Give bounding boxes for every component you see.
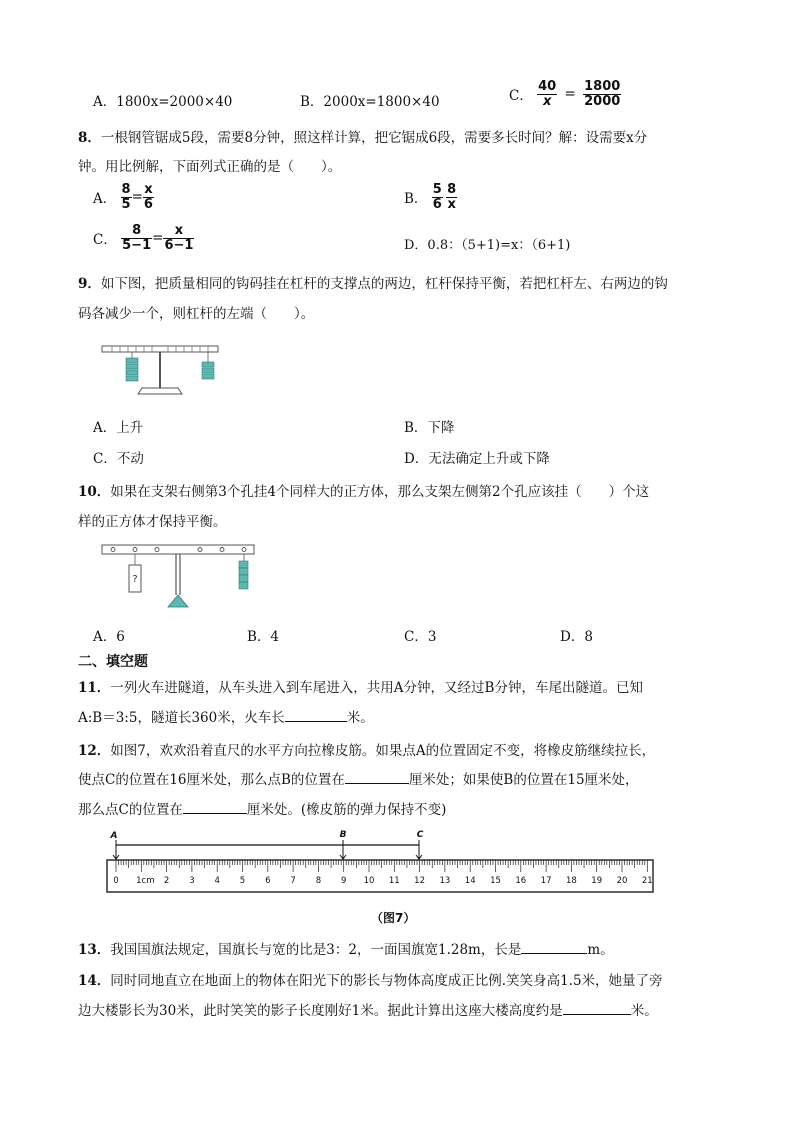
ruler-label-4: 4 [214,876,220,886]
point-c-label: C [416,830,424,840]
q10-line2: 样的正方体才保持平衡。 [78,514,227,530]
q8-option-d: D．0.8：（5+1)=x：（6+1) [404,238,571,253]
ruler-label-3: 3 [189,876,195,886]
q8-b-equals: = [442,194,447,200]
point-b-label: B [339,830,347,840]
q14-text-1: 同时同地直立在地面上的物体在阳光下的影长与物体高度成正比例.笑笑身高1.5米，她量了旁 [110,973,663,989]
q12-number: 12． [78,743,111,759]
q8-c-fraction-1: $\frac{8}{5-1}$ [122,223,152,253]
q14-number: 14． [78,973,111,989]
q9-line2: 码各减少一个，则杠杆的左端（ ）。 [78,306,315,322]
balance-bracket-diagram [100,543,256,609]
left-hook-weights [126,358,138,381]
q7-c-fraction-1: $\frac{40}{x}$ [538,79,557,109]
lever-diagram [98,338,222,398]
q11-answer-blank[interactable] [285,709,347,722]
q10-option-c: C．3 [404,629,437,645]
ruler-label-9: 9 [340,876,347,886]
q8-text-1: 一根钢管锯成5段，需要8分钟，照这样计算，把它锯成6段，需要多长时间？解：设需要x分 [100,130,648,146]
q8-line1 [78,126,647,146]
q14-text-2b: 米。 [630,1003,658,1019]
bracket-bar [102,545,254,554]
ruler-label-20: 20 [616,876,628,886]
ruler-label-8: 8 [315,876,322,886]
q8-b-fraction-2: $\frac{8}{x}$ [447,182,457,212]
q12-answer-blank-1[interactable] [345,771,409,784]
q7-c-equals: = [564,86,576,103]
ruler-label-2: 2 [163,876,170,886]
q11-text-2a: A:B＝3:5，隧道长360米，火车长 [78,710,285,726]
q9-option-a: A．上升 [93,420,144,436]
point-a-label: A [110,831,118,841]
q13-answer-blank[interactable] [521,941,587,954]
q9-option-c: C．不动 [93,451,144,467]
section-title-fill-in: 二、填空题 [78,654,148,670]
ruler-label-16: 16 [515,876,527,886]
lever-beam [102,346,218,352]
q8-option-c [93,224,194,252]
q8-b-fraction-1: $\frac{5}{6}$ [432,182,442,212]
q8-a-fraction-1: $\frac{8}{5}$ [121,182,131,212]
q10-option-b: B．4 [247,629,280,645]
q14-answer-blank[interactable] [563,1002,631,1015]
ruler-label-1: 1cm [136,876,155,886]
right-hook-weights [202,362,214,379]
q12-text-2a: 使点C的位置在16厘米处，那么点B的位置在 [78,772,345,788]
q7-option-b: B．2000x=1800×40 [300,94,440,110]
q12-text-1: 如图7，欢欢沿着直尺的水平方向拉橡皮筋。如果点A的位置固定不变，将橡皮筋继续拉长， [110,743,656,759]
q7-c-fraction-2: $\frac{1800}{2000}$ [584,79,621,109]
q9-line1 [78,272,668,292]
q9-option-d: D．无法确定上升或下降 [404,451,550,467]
q12-line3 [78,798,446,818]
q9-option-b: B．下降 [404,420,455,436]
q10-option-d: D．8 [560,629,593,645]
ruler-label-19: 19 [591,876,603,886]
q8-option-b [404,183,457,211]
q10-number: 10． [78,484,111,500]
q13-number: 13． [78,942,111,958]
ruler-label-13: 13 [439,876,451,886]
q11-line2 [78,706,374,726]
q12-line2 [78,768,639,788]
q11-text-1: 一列火车进隧道，从车头进入到车尾进入，共用A分钟，又经过B分钟，车尾出隧道。已知 [110,680,643,696]
ruler-label-15: 15 [490,876,501,886]
ruler-label-12: 12 [414,876,426,886]
ruler-label-0: 0 [113,876,119,886]
q8-a-equals: = [131,189,143,206]
q9-number: 9． [78,276,101,292]
q14-line1 [78,969,663,989]
q8-c-equals: = [152,230,164,247]
unknown-question-mark: ? [132,574,138,585]
ruler-label-17: 17 [540,876,552,886]
ruler-label-21: 21 [641,876,653,886]
q13-line [78,938,614,958]
q11-line1 [78,676,643,696]
q13-text-b: m。 [587,942,614,958]
ruler-label-5: 5 [239,876,246,886]
q8-line2: 钟。用比例解，下面列式正确的是（ ）。 [78,159,342,175]
q8-a-label: A． [93,191,117,208]
q7-option-c [509,80,621,108]
q11-number: 11． [78,680,111,696]
q8-b-label: B． [404,191,428,208]
bracket-fulcrum [168,595,188,607]
q8-c-label: C． [93,232,117,249]
q11-text-2b: 米。 [346,710,374,726]
q14-line2 [78,999,658,1019]
q12-line1 [78,739,655,759]
lever-base [138,388,182,394]
q10-option-a: A．6 [93,629,125,645]
q8-option-a [93,183,154,211]
q12-text-3b: 厘米处。(橡皮筋的弹力保持不变) [246,802,447,818]
right-cubes [239,561,248,589]
q14-text-2a: 边大楼影长为30米，此时笑笑的影子长度刚好1米。据此计算出这座大楼高度约是 [78,1003,563,1019]
q10-line1 [78,480,649,500]
q12-answer-blank-2[interactable] [183,801,247,814]
q8-number: 8． [78,130,101,146]
ruler-label-18: 18 [565,876,577,886]
q12-text-2b: 厘米处；如果使B的位置在15厘米处， [408,772,639,788]
q7-option-a: A．1800x=2000×40 [93,94,233,110]
q10-text-1: 如果在支架右侧第3个孔挂4个同样大的正方体，那么支架左侧第2个孔应该挂（ ）个这 [110,484,650,500]
q7-option-c-label: C． [509,88,533,105]
q8-c-fraction-2: $\frac{x}{6-1}$ [164,223,194,253]
ruler-figure [106,826,656,898]
ruler-label-14: 14 [464,876,476,886]
ruler-label-10: 10 [363,876,375,886]
q9-text-1: 如下图，把质量相同的钩码挂在杠杆的支撑点的两边，杠杆保持平衡，若把杠杆左、右两边的钩 [100,276,668,292]
q8-a-fraction-2: $\frac{x}{6}$ [143,182,153,212]
figure-7-caption: （图7） [371,911,416,925]
ruler-label-11: 11 [388,876,400,886]
q13-text-a: 我国国旗法规定，国旗长与宽的比是3：2，一面国旗宽1.28m，长是 [110,942,522,958]
ruler-label-6: 6 [265,876,271,886]
ruler-label-7: 7 [290,876,296,886]
q12-text-3a: 那么点C的位置在 [78,802,183,818]
